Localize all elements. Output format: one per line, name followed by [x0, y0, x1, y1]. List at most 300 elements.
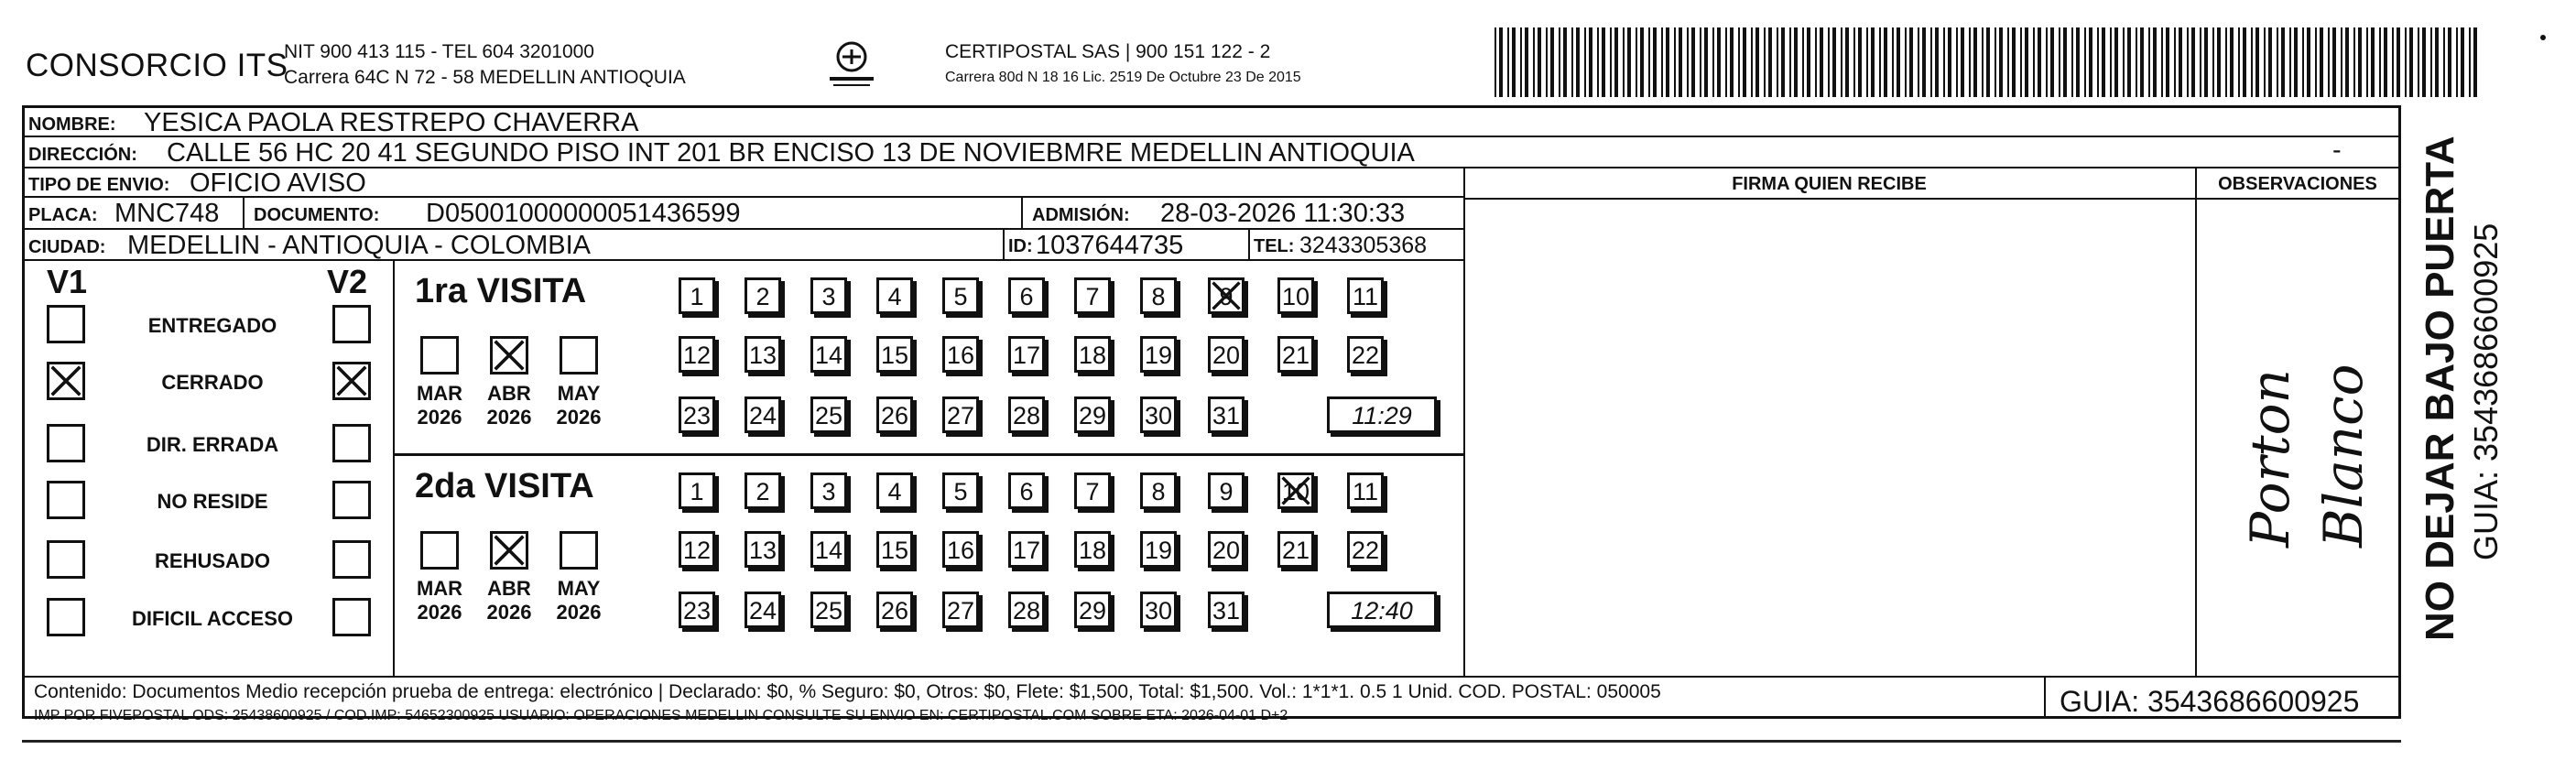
- barcode-bar: [1973, 27, 1977, 97]
- barcode-bar: [2050, 27, 2054, 97]
- month-label: [411, 382, 468, 429]
- month-name: ABR: [487, 382, 531, 405]
- barcode-bar: [1712, 27, 1714, 97]
- barcode-bar: [1738, 27, 1740, 97]
- barcode-bar: [1969, 27, 1971, 97]
- month-name: MAR: [416, 577, 463, 600]
- barcode-bar: [2161, 27, 2163, 97]
- day-number: 26: [880, 402, 909, 429]
- day-number: 28: [1012, 402, 1041, 429]
- observaciones-handwriting: [2213, 245, 2387, 648]
- day-box[interactable]: [942, 396, 979, 433]
- barcode-bar: [1956, 27, 1958, 97]
- day-box[interactable]: [1140, 396, 1177, 433]
- day-number: 9: [1219, 283, 1234, 310]
- day-box[interactable]: [1074, 396, 1111, 433]
- barcode-bar: [2409, 27, 2413, 97]
- status-label: REHUSADO: [155, 549, 270, 572]
- barcode-bar: [1841, 27, 1842, 97]
- barcode-bar: [2225, 27, 2227, 97]
- day-number: 26: [880, 597, 909, 624]
- barcode-bar: [2418, 27, 2419, 97]
- day-number: 4: [887, 478, 902, 505]
- month-name: MAY: [557, 577, 601, 600]
- day-box[interactable]: [1008, 277, 1045, 314]
- day-box[interactable]: [1208, 277, 1245, 314]
- day-box[interactable]: [1008, 592, 1045, 628]
- day-number: 29: [1078, 402, 1107, 429]
- day-box[interactable]: [810, 592, 847, 628]
- day-number: 27: [946, 402, 975, 429]
- barcode-bar: [1512, 27, 1516, 97]
- barcode-bar: [2302, 27, 2304, 97]
- day-box[interactable]: [1347, 531, 1384, 568]
- tipo-value: OFICIO AVISO: [190, 168, 366, 198]
- day-box[interactable]: [876, 277, 913, 314]
- day-number: 19: [1144, 537, 1173, 564]
- barcode-bar: [1507, 27, 1509, 97]
- barcode-bar: [1858, 27, 1862, 97]
- barcode: [1495, 27, 2484, 97]
- month-label: [550, 382, 607, 429]
- v1-checkbox[interactable]: [47, 362, 85, 400]
- barcode-bar: [1743, 27, 1746, 97]
- delivery-form: [22, 105, 2401, 723]
- barcode-bar: [1525, 27, 1528, 97]
- day-number: 24: [748, 597, 777, 624]
- v2-header: V2: [327, 263, 368, 300]
- status-label: DIR. ERRADA: [146, 433, 279, 456]
- barcode-bar: [1879, 27, 1881, 97]
- barcode-bar: [2405, 27, 2407, 97]
- placa-label: PLACA:: [28, 205, 98, 225]
- day-box[interactable]: [679, 592, 715, 628]
- barcode-bar: [2307, 27, 2310, 97]
- barcode-bar: [1576, 27, 1580, 97]
- barcode-bar: [2251, 27, 2253, 97]
- barcode-bar: [2097, 27, 2099, 97]
- barcode-bar: [1520, 27, 1522, 97]
- barcode-bar: [1571, 27, 1573, 97]
- day-number: 22: [1351, 537, 1380, 564]
- day-box[interactable]: [1277, 472, 1314, 509]
- day-box[interactable]: [810, 277, 847, 314]
- day-number: 15: [880, 342, 909, 369]
- barcode-bar: [2397, 27, 2400, 97]
- barcode-bar: [1905, 27, 1907, 97]
- barcode-bar: [2422, 27, 2426, 97]
- day-number: 20: [1212, 342, 1241, 369]
- tel-value: 3243305368: [1299, 233, 1428, 258]
- status-section: [25, 261, 1463, 676]
- row-nombre: [25, 108, 2398, 137]
- observacion-word-2: Blanco: [2312, 364, 2375, 548]
- day-cross-mark: [1280, 475, 1311, 506]
- carrier-name-line: CERTIPOSTAL SAS | 900 151 122 - 2: [945, 41, 1271, 62]
- month-checkbox[interactable]: [420, 336, 459, 375]
- barcode-bar: [1794, 27, 1798, 97]
- barcode-bar: [1853, 27, 1855, 97]
- barcode-bar: [1602, 27, 1605, 97]
- month-year: 2026: [556, 601, 602, 624]
- barcode-bar: [2341, 27, 2342, 97]
- barcode-bar: [2473, 27, 2477, 97]
- day-box[interactable]: [745, 472, 781, 509]
- v2-checkbox[interactable]: [332, 481, 371, 519]
- barcode-bar: [1777, 27, 1778, 97]
- day-box[interactable]: [1277, 336, 1314, 373]
- day-box[interactable]: [679, 336, 715, 373]
- barcode-bar: [1943, 27, 1945, 97]
- barcode-bar: [1614, 27, 1618, 97]
- firma-label: FIRMA QUIEN RECIBE: [1732, 174, 1927, 194]
- v1-checkbox[interactable]: [47, 424, 85, 462]
- nombre-label: NOMBRE:: [28, 114, 116, 135]
- day-number: 17: [1012, 342, 1041, 369]
- barcode-bar: [2469, 27, 2471, 97]
- day-number: 6: [1019, 478, 1034, 505]
- day-box[interactable]: [876, 531, 913, 568]
- barcode-bar: [2025, 27, 2028, 97]
- day-box[interactable]: [745, 592, 781, 628]
- direccion-mark: -: [2332, 136, 2342, 165]
- barcode-bar: [2353, 27, 2355, 97]
- month-label: [411, 577, 468, 624]
- barcode-bar: [1866, 27, 1868, 97]
- barcode-bar: [2281, 27, 2285, 97]
- barcode-bar: [2166, 27, 2169, 97]
- side-guia: GUIA: 3543686600925: [2467, 223, 2505, 560]
- visit-title: 2da VISITA: [415, 467, 594, 505]
- barcode-bar: [1495, 27, 1496, 97]
- day-box[interactable]: [1074, 531, 1111, 568]
- day-number: 23: [682, 597, 712, 624]
- day-number: 19: [1144, 342, 1173, 369]
- placa-value: MNC748: [114, 199, 220, 228]
- month-year: 2026: [486, 601, 532, 624]
- barcode-bar: [1666, 27, 1669, 97]
- day-number: 1: [690, 478, 704, 505]
- status-label: CERRADO: [161, 371, 264, 394]
- documento-value: D05001000000051436599: [426, 199, 741, 228]
- day-number: 11: [1352, 283, 1379, 310]
- day-number: 18: [1078, 537, 1107, 564]
- barcode-bar: [1755, 27, 1759, 97]
- barcode-bar: [2012, 27, 2016, 97]
- day-number: 8: [1151, 283, 1166, 310]
- day-box[interactable]: [810, 531, 847, 568]
- day-box[interactable]: [1140, 472, 1177, 509]
- barcode-bar: [2102, 27, 2105, 97]
- barcode-bar: [2153, 27, 2157, 97]
- barcode-bar: [2174, 27, 2176, 97]
- tel-label: TEL:: [1254, 236, 1295, 256]
- day-number: 30: [1144, 402, 1173, 429]
- day-number: 10: [1281, 283, 1310, 310]
- day-box[interactable]: [745, 531, 781, 568]
- barcode-bar: [1661, 27, 1663, 97]
- barcode-bar: [1640, 27, 1644, 97]
- day-number: 6: [1019, 283, 1034, 310]
- barcode-bar: [1807, 27, 1810, 97]
- day-box[interactable]: [1277, 277, 1314, 314]
- month-year: 2026: [417, 601, 462, 624]
- v2-checkbox[interactable]: [332, 540, 371, 579]
- barcode-bar: [2123, 27, 2125, 97]
- barcode-bar: [1994, 27, 1996, 97]
- v2-checkbox[interactable]: [332, 305, 371, 343]
- day-number: 29: [1078, 597, 1107, 624]
- day-number: 25: [814, 402, 843, 429]
- barcode-bar: [1550, 27, 1554, 97]
- day-number: 20: [1212, 537, 1241, 564]
- v1-checkbox[interactable]: [47, 481, 85, 519]
- id-value: 1037644735: [1036, 231, 1184, 260]
- month-name: MAY: [557, 382, 601, 405]
- day-box[interactable]: [876, 592, 913, 628]
- barcode-bar: [1986, 27, 1990, 97]
- barcode-bar: [1687, 27, 1689, 97]
- barcode-bar: [2179, 27, 2182, 97]
- direccion-label: DIRECCIÓN:: [28, 145, 137, 165]
- day-box[interactable]: [1074, 592, 1111, 628]
- barcode-bar: [1909, 27, 1913, 97]
- day-box[interactable]: [1347, 472, 1384, 509]
- nombre-value: YESICA PAOLA RESTREPO CHAVERRA: [144, 108, 639, 137]
- day-box[interactable]: [1140, 531, 1177, 568]
- barcode-bar: [1725, 27, 1727, 97]
- day-box[interactable]: [745, 336, 781, 373]
- ciudad-value: MEDELLIN - ANTIOQUIA - COLOMBIA: [127, 231, 591, 260]
- day-box[interactable]: [679, 472, 715, 509]
- day-number: 2: [755, 478, 770, 505]
- status-label: ENTREGADO: [147, 314, 277, 337]
- day-number: 3: [821, 283, 836, 310]
- month-checkbox[interactable]: [420, 531, 459, 570]
- barcode-bar: [1538, 27, 1541, 97]
- month-checkbox[interactable]: [560, 531, 598, 570]
- month-checkbox[interactable]: [490, 336, 528, 375]
- day-box[interactable]: [1140, 592, 1177, 628]
- barcode-bar: [1700, 27, 1701, 97]
- barcode-bar: [2148, 27, 2150, 97]
- bottom-rule: [22, 740, 2401, 743]
- day-box[interactable]: [942, 472, 979, 509]
- day-number: 30: [1144, 597, 1173, 624]
- status-label: NO RESIDE: [157, 490, 268, 513]
- direccion-value: CALLE 56 HC 20 41 SEGUNDO PISO INT 201 BR ENCISO 13 DE NOVIEBMRE MEDELLIN ANTIOQUIA: [167, 138, 1415, 168]
- day-box[interactable]: [1008, 336, 1045, 373]
- visit-time[interactable]: 12:40: [1327, 592, 1437, 628]
- day-box[interactable]: [679, 396, 715, 433]
- day-number: 31: [1212, 597, 1241, 624]
- day-number: 14: [814, 537, 843, 564]
- barcode-bar: [2136, 27, 2137, 97]
- day-box[interactable]: [1347, 336, 1384, 373]
- barcode-bar: [2110, 27, 2112, 97]
- barcode-bar: [1717, 27, 1721, 97]
- barcode-bar: [2358, 27, 2362, 97]
- day-number: 3: [821, 478, 836, 505]
- barcode-bar: [1982, 27, 1984, 97]
- day-box[interactable]: [1008, 472, 1045, 509]
- barcode-bar: [2217, 27, 2221, 97]
- barcode-bar: [1730, 27, 1734, 97]
- barcode-bar: [1961, 27, 1964, 97]
- day-number: 31: [1212, 402, 1241, 429]
- day-box[interactable]: [1008, 531, 1045, 568]
- day-box[interactable]: [745, 277, 781, 314]
- day-box[interactable]: [942, 277, 979, 314]
- v2-checkbox[interactable]: [332, 424, 371, 462]
- day-box[interactable]: [876, 336, 913, 373]
- barcode-bar: [2140, 27, 2144, 97]
- day-number: 12: [682, 537, 712, 564]
- day-box[interactable]: [1208, 592, 1245, 628]
- day-box[interactable]: [810, 472, 847, 509]
- v1-checkbox[interactable]: [47, 540, 85, 579]
- day-number: 18: [1078, 342, 1107, 369]
- day-number: 17: [1012, 537, 1041, 564]
- barcode-bar: [1815, 27, 1817, 97]
- admision-value: 28-03-2026 11:30:33: [1160, 199, 1406, 228]
- day-box[interactable]: [679, 531, 715, 568]
- day-box[interactable]: [876, 396, 913, 433]
- v2-checkbox[interactable]: [332, 362, 371, 400]
- barcode-bar: [1546, 27, 1548, 97]
- barcode-bar: [1781, 27, 1785, 97]
- day-box[interactable]: [942, 592, 979, 628]
- barcode-bar: [2371, 27, 2375, 97]
- day-box[interactable]: [745, 396, 781, 433]
- barcode-bar: [1636, 27, 1637, 97]
- barcode-bar: [2289, 27, 2291, 97]
- day-box[interactable]: [1140, 336, 1177, 373]
- day-box[interactable]: [1208, 531, 1245, 568]
- barcode-bar: [2243, 27, 2246, 97]
- day-box[interactable]: [876, 472, 913, 509]
- barcode-bar: [1999, 27, 2003, 97]
- barcode-bar: [1832, 27, 1836, 97]
- visit-time[interactable]: 11:29: [1327, 396, 1437, 433]
- barcode-bar: [1802, 27, 1804, 97]
- barcode-bar: [1648, 27, 1650, 97]
- month-checkbox[interactable]: [560, 336, 598, 375]
- month-checkbox[interactable]: [490, 531, 528, 570]
- barcode-bar: [1845, 27, 1849, 97]
- month-label: [481, 382, 538, 429]
- barcode-bar: [2020, 27, 2022, 97]
- barcode-bar: [2430, 27, 2432, 97]
- day-box[interactable]: [942, 336, 979, 373]
- barcode-bar: [1751, 27, 1753, 97]
- barcode-bar: [2255, 27, 2259, 97]
- barcode-bar: [1871, 27, 1875, 97]
- v1-checkbox[interactable]: [47, 598, 85, 636]
- month-name: ABR: [487, 577, 531, 600]
- barcode-bar: [2059, 27, 2060, 97]
- barcode-bar: [1948, 27, 1951, 97]
- barcode-bar: [2071, 27, 2073, 97]
- day-box[interactable]: [1074, 336, 1111, 373]
- barcode-bar: [1935, 27, 1939, 97]
- day-box[interactable]: [1208, 336, 1245, 373]
- barcode-bar: [2328, 27, 2330, 97]
- barcode-bar: [2392, 27, 2394, 97]
- observacion-word-1: Porton: [2239, 369, 2301, 548]
- month-label: [481, 577, 538, 624]
- day-number: 25: [814, 597, 843, 624]
- barcode-bar: [2200, 27, 2201, 97]
- day-box[interactable]: [942, 531, 979, 568]
- barcode-bar: [2366, 27, 2368, 97]
- day-number: 21: [1281, 342, 1310, 369]
- barcode-bar: [1584, 27, 1586, 97]
- company-nit-line: NIT 900 413 115 - TEL 604 3201000: [284, 41, 594, 62]
- barcode-bar: [1623, 27, 1625, 97]
- barcode-bar: [1884, 27, 1887, 97]
- v1-checkbox[interactable]: [47, 305, 85, 343]
- v1-header: V1: [47, 263, 88, 300]
- day-box[interactable]: [1347, 277, 1384, 314]
- barcode-bar: [1679, 27, 1682, 97]
- day-box[interactable]: [1277, 531, 1314, 568]
- barcode-bar: [1918, 27, 1919, 97]
- barcode-bar: [2320, 27, 2323, 97]
- day-box[interactable]: [1208, 396, 1245, 433]
- day-number: 13: [748, 342, 777, 369]
- day-number: 8: [1151, 478, 1166, 505]
- barcode-bar: [2089, 27, 2092, 97]
- v2-checkbox[interactable]: [332, 598, 371, 636]
- day-number: 16: [946, 342, 975, 369]
- barcode-bar: [2038, 27, 2041, 97]
- day-number: 9: [1219, 478, 1234, 505]
- id-label: ID:: [1008, 236, 1033, 256]
- day-number: 23: [682, 402, 712, 429]
- month-year: 2026: [486, 406, 532, 429]
- day-box[interactable]: [810, 336, 847, 373]
- day-number: 28: [1012, 597, 1041, 624]
- day-number: 21: [1281, 537, 1310, 564]
- certipostal-logo: [826, 38, 877, 92]
- row-tipo: [25, 168, 1463, 198]
- day-box[interactable]: [1140, 277, 1177, 314]
- day-box[interactable]: [1008, 396, 1045, 433]
- company-name: CONSORCIO ITS: [26, 48, 288, 83]
- company-address-line: Carrera 64C N 72 - 58 MEDELLIN ANTIOQUIA: [284, 67, 686, 88]
- barcode-bar: [1691, 27, 1695, 97]
- day-box[interactable]: [1208, 472, 1245, 509]
- barcode-bar: [2114, 27, 2118, 97]
- day-box[interactable]: [1074, 472, 1111, 509]
- barcode-bar: [2448, 27, 2451, 97]
- day-number: 14: [814, 342, 843, 369]
- day-number: 4: [887, 283, 902, 310]
- barcode-bar: [1653, 27, 1657, 97]
- day-box[interactable]: [1074, 277, 1111, 314]
- barcode-bar: [1533, 27, 1535, 97]
- status-label: DIFICIL ACCESO: [131, 607, 293, 630]
- barcode-bar: [2230, 27, 2234, 97]
- day-box[interactable]: [679, 277, 715, 314]
- barcode-bar: [1820, 27, 1823, 97]
- day-box[interactable]: [810, 396, 847, 433]
- barcode-bar: [2315, 27, 2317, 97]
- day-number: 5: [953, 283, 968, 310]
- barcode-bar: [1922, 27, 1926, 97]
- day-number: 24: [748, 402, 777, 429]
